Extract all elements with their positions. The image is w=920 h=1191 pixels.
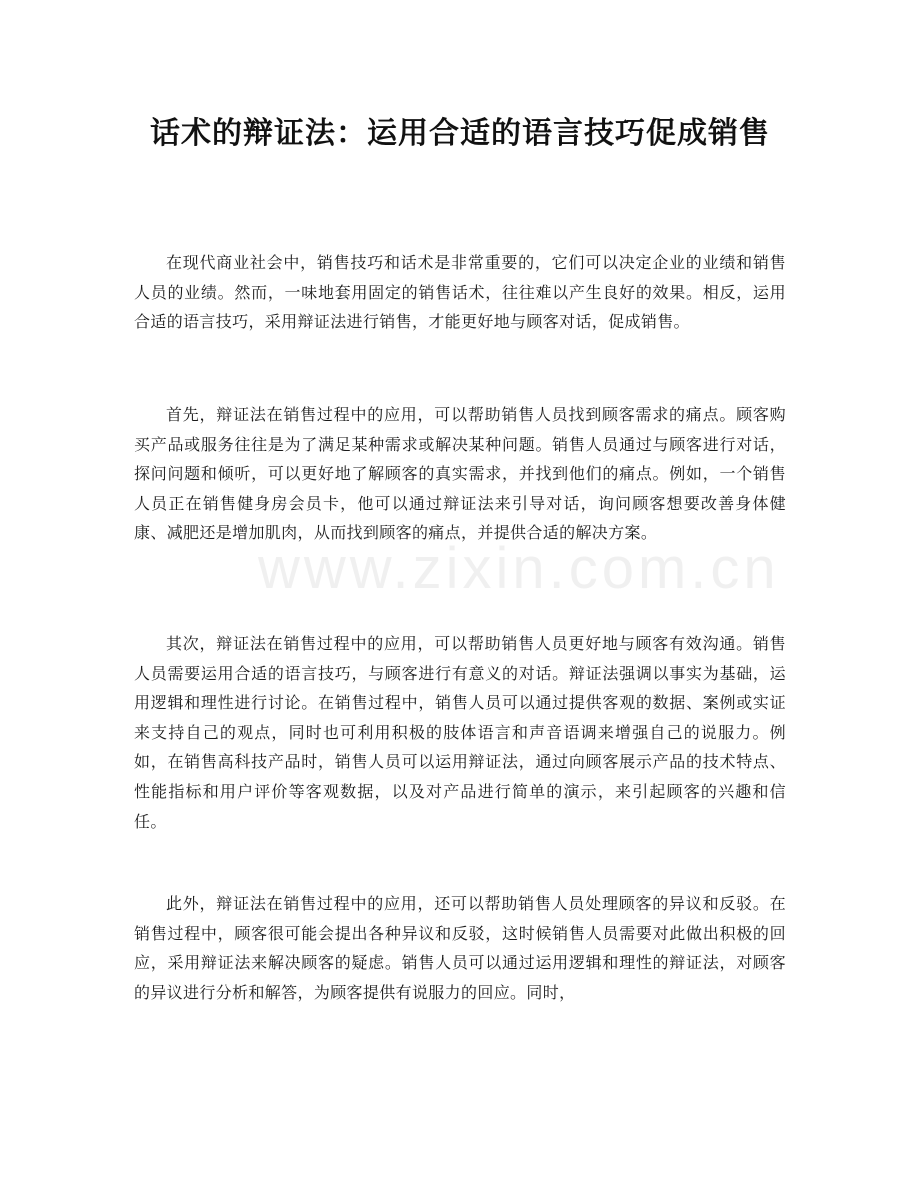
paragraph-intro: 在现代商业社会中，销售技巧和话术是非常重要的，它们可以决定企业的业绩和销售人员的业绩。然而，一味地套用固定的销售话术，往往难以产生良好的效果。相反，运用合适的语言技巧，采用辩证法进行销售，才能更好地与顾客对话，促成销售。 — [134, 253, 786, 332]
paragraph-first-point: 首先，辩证法在销售过程中的应用，可以帮助销售人员找到顾客需求的痛点。顾客购买产品或服务往往是为了满足某种需求或解决某种问题。销售人员通过与顾客进行对话，探问问题和倾听，可以更好地了解顾客的真实需求，并找到他们的痛点。例如，一个销售人员正在销售健身房会员卡，他可以通过辩证法来引导对话，询问顾客想要改善身体健康、减肥还是增加肌肉，从而找到顾客的痛点，并提供合适的解决方案。 — [134, 405, 786, 543]
paragraph-third-point: 此外，辩证法在销售过程中的应用，还可以帮助销售人员处理顾客的异议和反驳。在销售过程中，顾客很可能会提出各种异议和反驳，这时候销售人员需要对此做出积极的回应，采用辩证法来解决顾客的疑虑。销售人员可以通过运用逻辑和理性的辩证法，对顾客的异议进行分析和解答，为顾客提供有说服力的回应。同时， — [134, 894, 786, 1002]
document-title: 话术的辩证法：运用合适的语言技巧促成销售 — [150, 116, 770, 151]
paragraph-second-point: 其次，辩证法在销售过程中的应用，可以帮助销售人员更好地与顾客有效沟通。销售人员需要运用合适的语言技巧，与顾客进行有意义的对话。辩证法强调以事实为基础，运用逻辑和理性进行讨论。在销售过程中，销售人员可以通过提供客观的数据、案例或实证来支持自己的观点，同时也可利用积极的肢体语言和声音语调来增强自己的说服力。例如，在销售高科技产品时，销售人员可以运用辩证法，通过向顾客展示产品的技术特点、性能指标和用户评价等客观数据，以及对产品进行简单的演示，来引起顾客的兴趣和信任。 — [134, 634, 786, 831]
watermark: www.zixin.com.cn — [258, 536, 780, 601]
